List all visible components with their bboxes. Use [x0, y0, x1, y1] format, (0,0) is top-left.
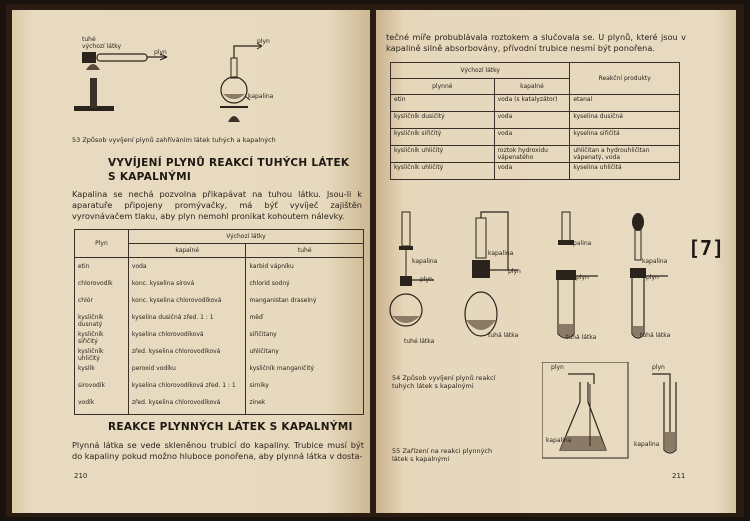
- table1-cell-solid: manganistan draselný: [249, 297, 317, 304]
- table2-cell-liquid: roztok hydroxidu vápenatého: [494, 146, 570, 163]
- table1-cell-liquid: konc. kyselina chlorovodíková: [128, 295, 246, 312]
- table1-cell-liquid: kyselina chlorovodíková: [128, 329, 246, 346]
- table1-cell-solid: kysličník manganičitý: [249, 365, 315, 372]
- table1-row: [75, 363, 364, 380]
- fig53-caption: 53 Způsob vyvíjení plynů zahříváním látek tuhých a kapalných: [72, 136, 276, 144]
- table2-cell-liquid: voda: [494, 112, 570, 129]
- fig53-gas-label-1: plyn: [154, 49, 167, 56]
- table1-cell-gas: chlorovodík: [75, 278, 129, 295]
- table2-cell-product: uhličitan a hydrouhličitan vápenatý, voda: [570, 146, 680, 163]
- right-page: [376, 10, 736, 513]
- table1-cell-gas: sirovodík: [75, 380, 129, 397]
- fig54-label: tuhá látka: [566, 334, 597, 341]
- table2-cell-gas: kysličník siřičitý: [391, 129, 495, 146]
- table2-head-liquid: kapalné: [494, 79, 570, 95]
- figure-55-illustration: [542, 362, 702, 462]
- fig54-label: kapalina: [642, 258, 668, 265]
- table1-head-gas: Plyn: [75, 230, 129, 258]
- table1-cell-gas: kysličník dusnatý: [75, 312, 129, 329]
- table1-row: [75, 312, 364, 329]
- left-page: [12, 10, 370, 513]
- table2-cell-product: kyselina siřičitá: [570, 129, 680, 146]
- fig55-gas-label-1: plyn: [551, 364, 564, 371]
- table2-cell-product: etanal: [570, 95, 680, 112]
- table1-cell-gas: kysličník siřičitý: [75, 329, 129, 346]
- fig53-gas-label-2: plyn: [257, 38, 270, 45]
- table2-cell-product: kyselina dusičná: [570, 112, 680, 129]
- page-number-left: 210: [74, 472, 88, 480]
- table2-row: [391, 146, 680, 163]
- table2-row: [391, 163, 680, 180]
- table1-cell-solid: měď: [249, 314, 263, 321]
- table-gas-liquid-reactions: [390, 62, 680, 180]
- section-heading-2: REAKCE PLYNNÝCH LÁTEK S KAPALNÝMI: [108, 421, 353, 433]
- fig53-liquid-label: kapalina: [248, 93, 274, 100]
- table1-head-start: Výchozí látky: [128, 230, 363, 244]
- paragraph-2: Plynná látka se vede skleněnou trubicí do kapaliny. Trubice musí být do kapaliny pokud možno hluboce ponořena, aby plynná látka v dosta-: [72, 440, 364, 461]
- fig54-label: tuhé látka: [404, 338, 435, 345]
- table1-cell-solid: uhličitany: [249, 348, 279, 355]
- table1-cell-gas: kysličník uhličitý: [75, 346, 129, 363]
- fig54-label: plyn: [576, 274, 589, 281]
- table2-row: [391, 112, 680, 129]
- fig54-label: plyn: [508, 268, 521, 275]
- table2-cell-gas: kysličník uhličitý: [391, 146, 495, 163]
- table2-cell-gas: kysličník uhličitý: [391, 163, 495, 180]
- table2-cell-liquid: voda (s katalyzátor): [494, 95, 570, 112]
- fig54-caption: 54 Způsob vyvíjení plynů reakcí tuhých látek s kapalnými: [392, 374, 496, 390]
- fig54-label: kapalina: [566, 240, 592, 247]
- fig54-label: tuhá látka: [640, 332, 671, 339]
- table-gases-from-solids: [74, 229, 364, 415]
- fig54-label: kapalina: [488, 250, 514, 257]
- table1-cell-gas: chlór: [75, 295, 129, 312]
- margin-stamp: [7]: [688, 236, 725, 260]
- table1-head-solid: tuhé: [246, 244, 364, 258]
- table1-row: [75, 397, 364, 415]
- fig55-gas-label-2: plyn: [652, 364, 665, 371]
- table2-cell-liquid: voda: [494, 163, 570, 180]
- fig55-liquid-label-1: kapalina: [546, 437, 572, 444]
- table1-cell-gas: etin: [75, 258, 129, 279]
- table1-row: [75, 380, 364, 397]
- table1-row: [75, 346, 364, 363]
- table2-cell-product: kyselina uhličitá: [570, 163, 680, 180]
- table2-row: [391, 95, 680, 112]
- table1-cell-liquid: peroxid vodíku: [128, 363, 246, 380]
- fig54-label: plyn: [646, 274, 659, 281]
- table1-row: [75, 258, 364, 279]
- table1-cell-liquid: konc. kyselina sírová: [128, 278, 246, 295]
- table2-row: [391, 129, 680, 146]
- table1-cell-liquid: kyselina dusičná zřed. 1 : 1: [128, 312, 246, 329]
- table1-cell-solid: chlorid sodný: [249, 280, 290, 287]
- table1-row: [75, 295, 364, 312]
- fig53-start-label: tuhé výchozí látky: [82, 36, 122, 50]
- table1-cell-liquid: zřed. kyselina chlorovodíková: [128, 346, 246, 363]
- table1-row: [75, 329, 364, 346]
- table2-head-start: Výchozí látky: [391, 63, 570, 79]
- table1-head-liquid: kapalné: [128, 244, 246, 258]
- table2-cell-liquid: voda: [494, 129, 570, 146]
- table1-cell-solid: sirníky: [249, 382, 269, 389]
- table2-head-products: Reakční produkty: [570, 63, 680, 95]
- open-book: [6, 4, 744, 517]
- table1-cell-liquid: voda: [128, 258, 246, 279]
- table2-head-gas: plynné: [391, 79, 495, 95]
- table1-cell-liquid: kyselina chlorovodíková zřed. 1 : 1: [128, 380, 246, 397]
- table1-cell-solid: karbid vápníku: [249, 263, 294, 270]
- fig54-label: kapalina: [412, 258, 438, 265]
- fig55-caption: 55 Zařízení na reakci plynných látek s kapalnými: [392, 447, 493, 463]
- table1-cell-gas: kyslík: [75, 363, 129, 380]
- table1-cell-solid: zinek: [249, 399, 266, 406]
- table1-row: [75, 278, 364, 295]
- section-heading-1: VYVÍJENÍ PLYNŮ REAKCÍ TUHÝCH LÁTEK S KAPALNÝMI: [108, 157, 350, 183]
- table1-cell-gas: vodík: [75, 397, 129, 415]
- fig54-label: plyn: [420, 276, 433, 283]
- page-number-right: 211: [672, 472, 686, 480]
- table2-cell-gas: etin: [391, 95, 495, 112]
- paragraph-1: Kapalina se nechá pozvolna přikapávat na tuhou látku. Jsou-li k aparatuře připojeny promývačky, má býť vyvíječ zajištěn vyrovnávačem tlaku, aby plyn nemohl pronikat kohoutem nálevky.: [72, 189, 362, 221]
- table1-cell-solid: siřičitany: [249, 331, 277, 338]
- table2-cell-gas: kysličník dusičitý: [391, 112, 495, 129]
- fig54-label: tuhá látka: [488, 332, 519, 339]
- table1-cell-liquid: zřed. kyselina chlorovodíková: [128, 397, 246, 415]
- fig55-liquid-label-2: kapalina: [634, 441, 660, 448]
- paragraph-top: tečné míře probublávala roztokem a slučovala se. U plynů, které jsou v kapalině silně absorbovány, přívodní trubice nesmí být ponořena.: [386, 32, 686, 53]
